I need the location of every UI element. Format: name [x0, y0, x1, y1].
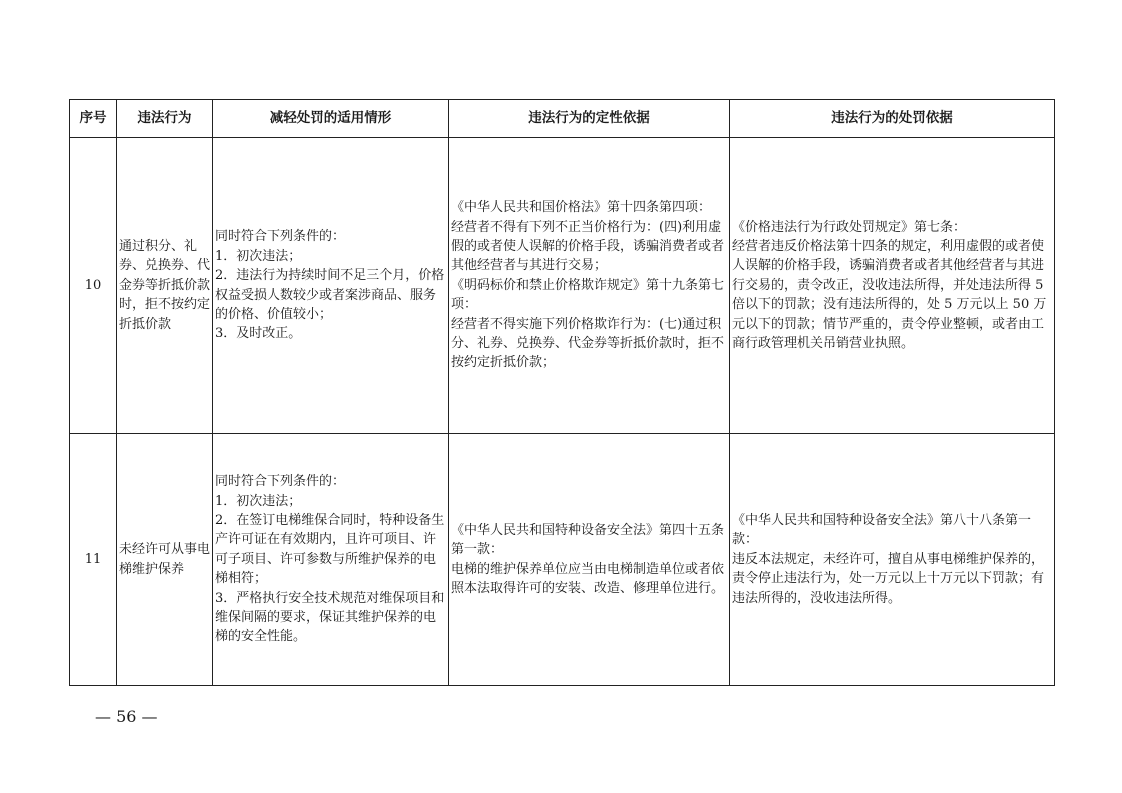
basis-nature-line: 经营者不得有下列不正当价格行为：(四)利用虚假的或者使人误解的价格手段，诱骗消费者或者其他经营者与其进行交易； — [451, 219, 725, 274]
basis-penalty-line: 《价格违法行为行政处罚规定》第七条： — [732, 219, 967, 235]
basis-penalty-line: 经营者违反价格法第十四条的规定，利用虚假的或者使人误解的价格手段，诱骗消费者或者其他经营者与其进行交易的，责令改正，没收违法所得，并处违法所得 5 倍以下的罚款；没有违法所得的，处 5 万元以上 50 万元以下的罚款；情节严重的，责令停业整顿，或者由工商行政管理机关吊销营业执照。 — [732, 238, 1047, 352]
basis-nature-cell — [449, 138, 730, 434]
mitigation-cell — [213, 434, 449, 686]
basis-nature-line: 《中华人民共和国价格法》第十四条第四项： — [451, 200, 712, 216]
basis-penalty-cell — [730, 138, 1055, 434]
basis-penalty-cell — [730, 434, 1055, 686]
page-number: — 56 — — [95, 707, 158, 726]
basis-nature-line: 《中华人民共和国特种设备安全法》第四十五条第一款： — [451, 522, 725, 558]
basis-penalty-line: 《中华人民共和国特种设备安全法》第八十八条第一款： — [732, 512, 1032, 548]
table-header-row — [70, 100, 1055, 138]
mitigation-cell — [213, 138, 449, 434]
basis-penalty-line: 违反本法规定，未经许可，擅自从事电梯维护保养的，责令停止违法行为，处一万元以上十万元以下罚款；有违法所得的，没收违法所得。 — [732, 551, 1045, 606]
violation-cell — [117, 138, 213, 434]
mitigation-line: 同时符合下列条件的： — [215, 474, 346, 490]
regulation-table — [69, 99, 1055, 686]
mitigation-line: 2．在签订电梯维保合同时，特种设备生产许可证在有效期内，且许可项目、许可子项目、许可参数与所维护保养的电梯相符； — [215, 512, 445, 587]
mitigation-line: 3．严格执行安全技术规范对维保项目和维保间隔的要求，保证其维护保养的电梯的安全性能。 — [215, 590, 445, 645]
header-violation: 违法行为 — [117, 100, 213, 138]
basis-nature-line: 电梯的维护保养单位应当由电梯制造单位或者依照本法取得许可的安装、改造、修理单位进行。 — [451, 561, 725, 596]
table-row — [70, 434, 1055, 686]
header-basis-nature: 违法行为的定性依据 — [449, 100, 730, 138]
table-row — [70, 138, 1055, 434]
mitigation-line: 1．初次违法； — [215, 248, 302, 264]
basis-nature-cell — [449, 434, 730, 686]
header-serial: 序号 — [70, 100, 117, 138]
mitigation-line: 1．初次违法； — [215, 493, 302, 509]
mitigation-line: 同时符合下列条件的： — [215, 229, 346, 245]
row-number: 11 — [70, 434, 117, 686]
header-mitigation: 减轻处罚的适用情形 — [213, 100, 449, 138]
header-basis-penalty: 违法行为的处罚依据 — [730, 100, 1055, 138]
mitigation-line: 2．违法行为持续时间不足三个月，价格权益受损人数较少或者案涉商品、服务的价格、价值较小； — [215, 268, 445, 322]
violation-text: 通过积分、礼券、兑换券、代金券等折抵价款时，拒不按约定折抵价款 — [119, 238, 211, 332]
basis-nature-line: 经营者不得实施下列价格欺诈行为：(七)通过积分、礼券、兑换券、代金券等折抵价款时，拒不按约定折抵价款； — [451, 316, 725, 371]
row-number: 10 — [70, 138, 117, 434]
violation-text: 未经许可从事电梯维护保养 — [119, 542, 211, 577]
violation-cell — [117, 434, 213, 686]
mitigation-line: 3．及时改正。 — [215, 326, 302, 342]
basis-nature-line: 《明码标价和禁止价格欺诈规定》第十九条第七项： — [451, 277, 725, 313]
